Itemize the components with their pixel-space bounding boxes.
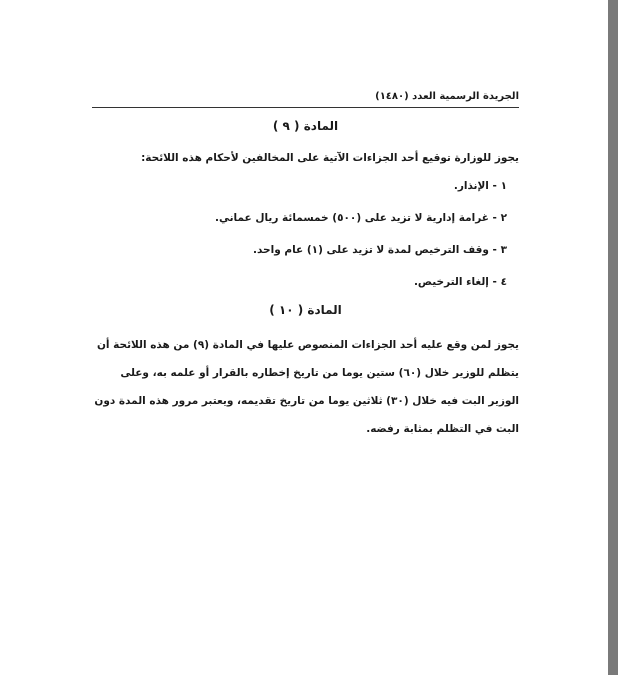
article-10-title: المادة ( ١٠ ) (269, 303, 342, 317)
list-item: ١ - الإنذار. (453, 180, 507, 192)
list-item: ٢ - غرامة إدارية لا تزيد على (٥٠٠) خمسمائة ريال عماني. (214, 212, 507, 224)
gazette-title: الجريدة الرسمية العدد (١٤٨٠) (375, 91, 519, 102)
article-10-body: يجوز لمن وقع عليه أحد الجزاءات المنصوص عليها في المادة (٩) من هذه اللائحة أن يتظلم للوزير خلال (٦٠) ستين يوما من تاريخ إخطاره بالقرار أو علمه به، وعلى الوزير البت فيه خلال (٣٠) ثلاثين يوما من تاريخ تقديمه، ويعتبر مرور هذه المدة دون البت في التظلم بمثابة رفضه. (94, 339, 519, 435)
page-header (92, 90, 519, 108)
scrollbar[interactable] (608, 0, 618, 675)
penalties-list (92, 178, 519, 291)
article-9-intro: يجوز للوزارة توقيع أحد الجزاءات الآتية على المخالفين لأحكام هذه اللائحة: (141, 152, 519, 164)
article-9-title: المادة ( ٩ ) (272, 119, 339, 133)
list-item: ٣ - وقف الترخيص لمدة لا تزيد على (١) عام واحد. (253, 244, 507, 256)
document-body (92, 117, 519, 443)
list-item: ٤ - إلغاء الترخيص. (413, 276, 507, 288)
